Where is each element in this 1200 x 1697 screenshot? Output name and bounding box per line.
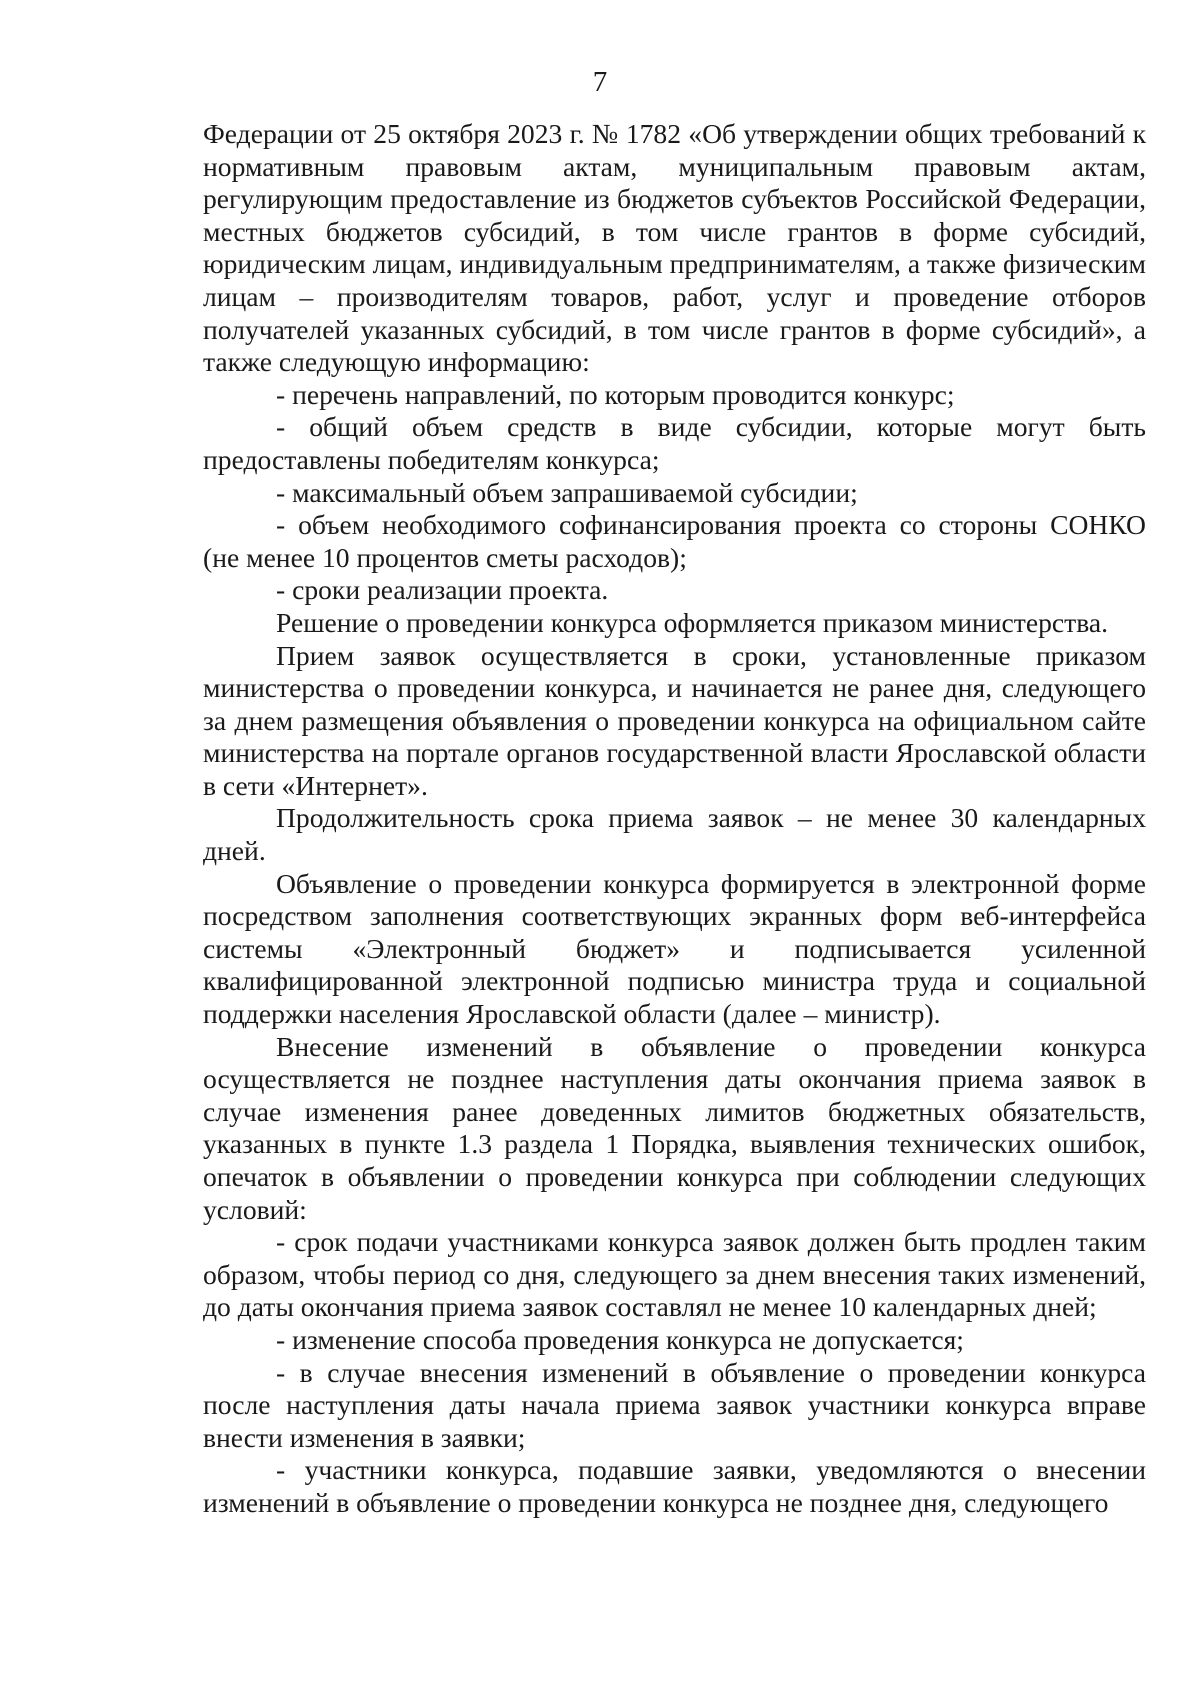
paragraph-application-acceptance: Прием заявок осуществляется в сроки, установленные приказом министерства о проведении конкурса, и начинается не ранее дня, следующего за днем размещения объявления о проведении конкурса на официальном сайте министерства на портале органов государственной власти Ярославской области в сети «Интернет». xyxy=(203,639,1146,801)
list-item-total-funds: - общий объем средств в виде субсидии, которые могут быть предоставлены победителям конкурса; xyxy=(203,411,1146,475)
paragraph-announcement-changes: Внесение изменений в объявление о проведении конкурса осуществляется не позднее наступления даты окончания приема заявок в случае изменения ранее доведенных лимитов бюджетных обязательств, указанных в пункте 1.3 раздела 1 Порядка, выявления технических ошибок, опечаток в объявлении о проведении конкурса при соблюдении следующих условий: xyxy=(203,1030,1146,1225)
list-item-directions: - перечень направлений, по которым проводится конкурс; xyxy=(276,378,955,410)
page-number: 7 xyxy=(592,66,608,98)
list-item-deadline-extension: - срок подачи участниками конкурса заявок должен быть продлен таким образом, чтобы период со дня, следующего за днем внесения таких изменений, до даты окончания приема заявок составлял не менее 10 календарных дней; xyxy=(203,1226,1146,1323)
list-item-cofinancing: - объем необходимого софинансирования проекта со стороны СОНКО (не менее 10 процентов сметы расходов); xyxy=(203,509,1146,573)
list-item-participants-notified: - участники конкурса, подавшие заявки, уведомляются о внесении изменений в объявление о проведении конкурса не позднее дня, следующего xyxy=(203,1454,1146,1518)
paragraph-continuation: Федерации от 25 октября 2023 г. № 1782 «Об утверждении общих требований к нормативным правовым актам, муниципальным правовым актам, регулирующим предоставление из бюджетов субъектов Российской Федерации, местных бюджетов субсидий, в том числе грантов в форме субсидий, юридическим лицам, индивидуальным предпринимателям, а также физическим лицам – производителям товаров, работ, услуг и проведение отборов получателей указанных субсидий, в том числе грантов в форме субсидий», а также следующую информацию: xyxy=(203,118,1146,378)
list-item-max-subsidy: - максимальный объем запрашиваемой субсидии; xyxy=(276,476,858,508)
paragraph-acceptance-duration: Продолжительность срока приема заявок – не менее 30 календарных дней. xyxy=(203,802,1146,867)
paragraph-announcement-form: Объявление о проведении конкурса формируется в электронной форме посредством заполнения соответствующих экранных форм веб-интерфейса системы «Электронный бюджет» и подписывается усиленной квалифицированной электронной подписью министра труда и социальной поддержки населения Ярославской области (далее – министр). xyxy=(203,867,1146,1030)
document-body xyxy=(203,118,1146,1520)
paragraph-decision: Решение о проведении конкурса оформляется приказом министерства. xyxy=(276,606,1109,638)
list-item-applications-edit: - в случае внесения изменений в объявление о проведении конкурса после наступления даты начала приема заявок участники конкурса вправе внести изменения в заявки; xyxy=(203,1356,1146,1453)
list-item-method-unchanged: - изменение способа проведения конкурса не допускается; xyxy=(276,1323,964,1355)
list-item-project-terms: - сроки реализации проекта. xyxy=(276,574,609,606)
